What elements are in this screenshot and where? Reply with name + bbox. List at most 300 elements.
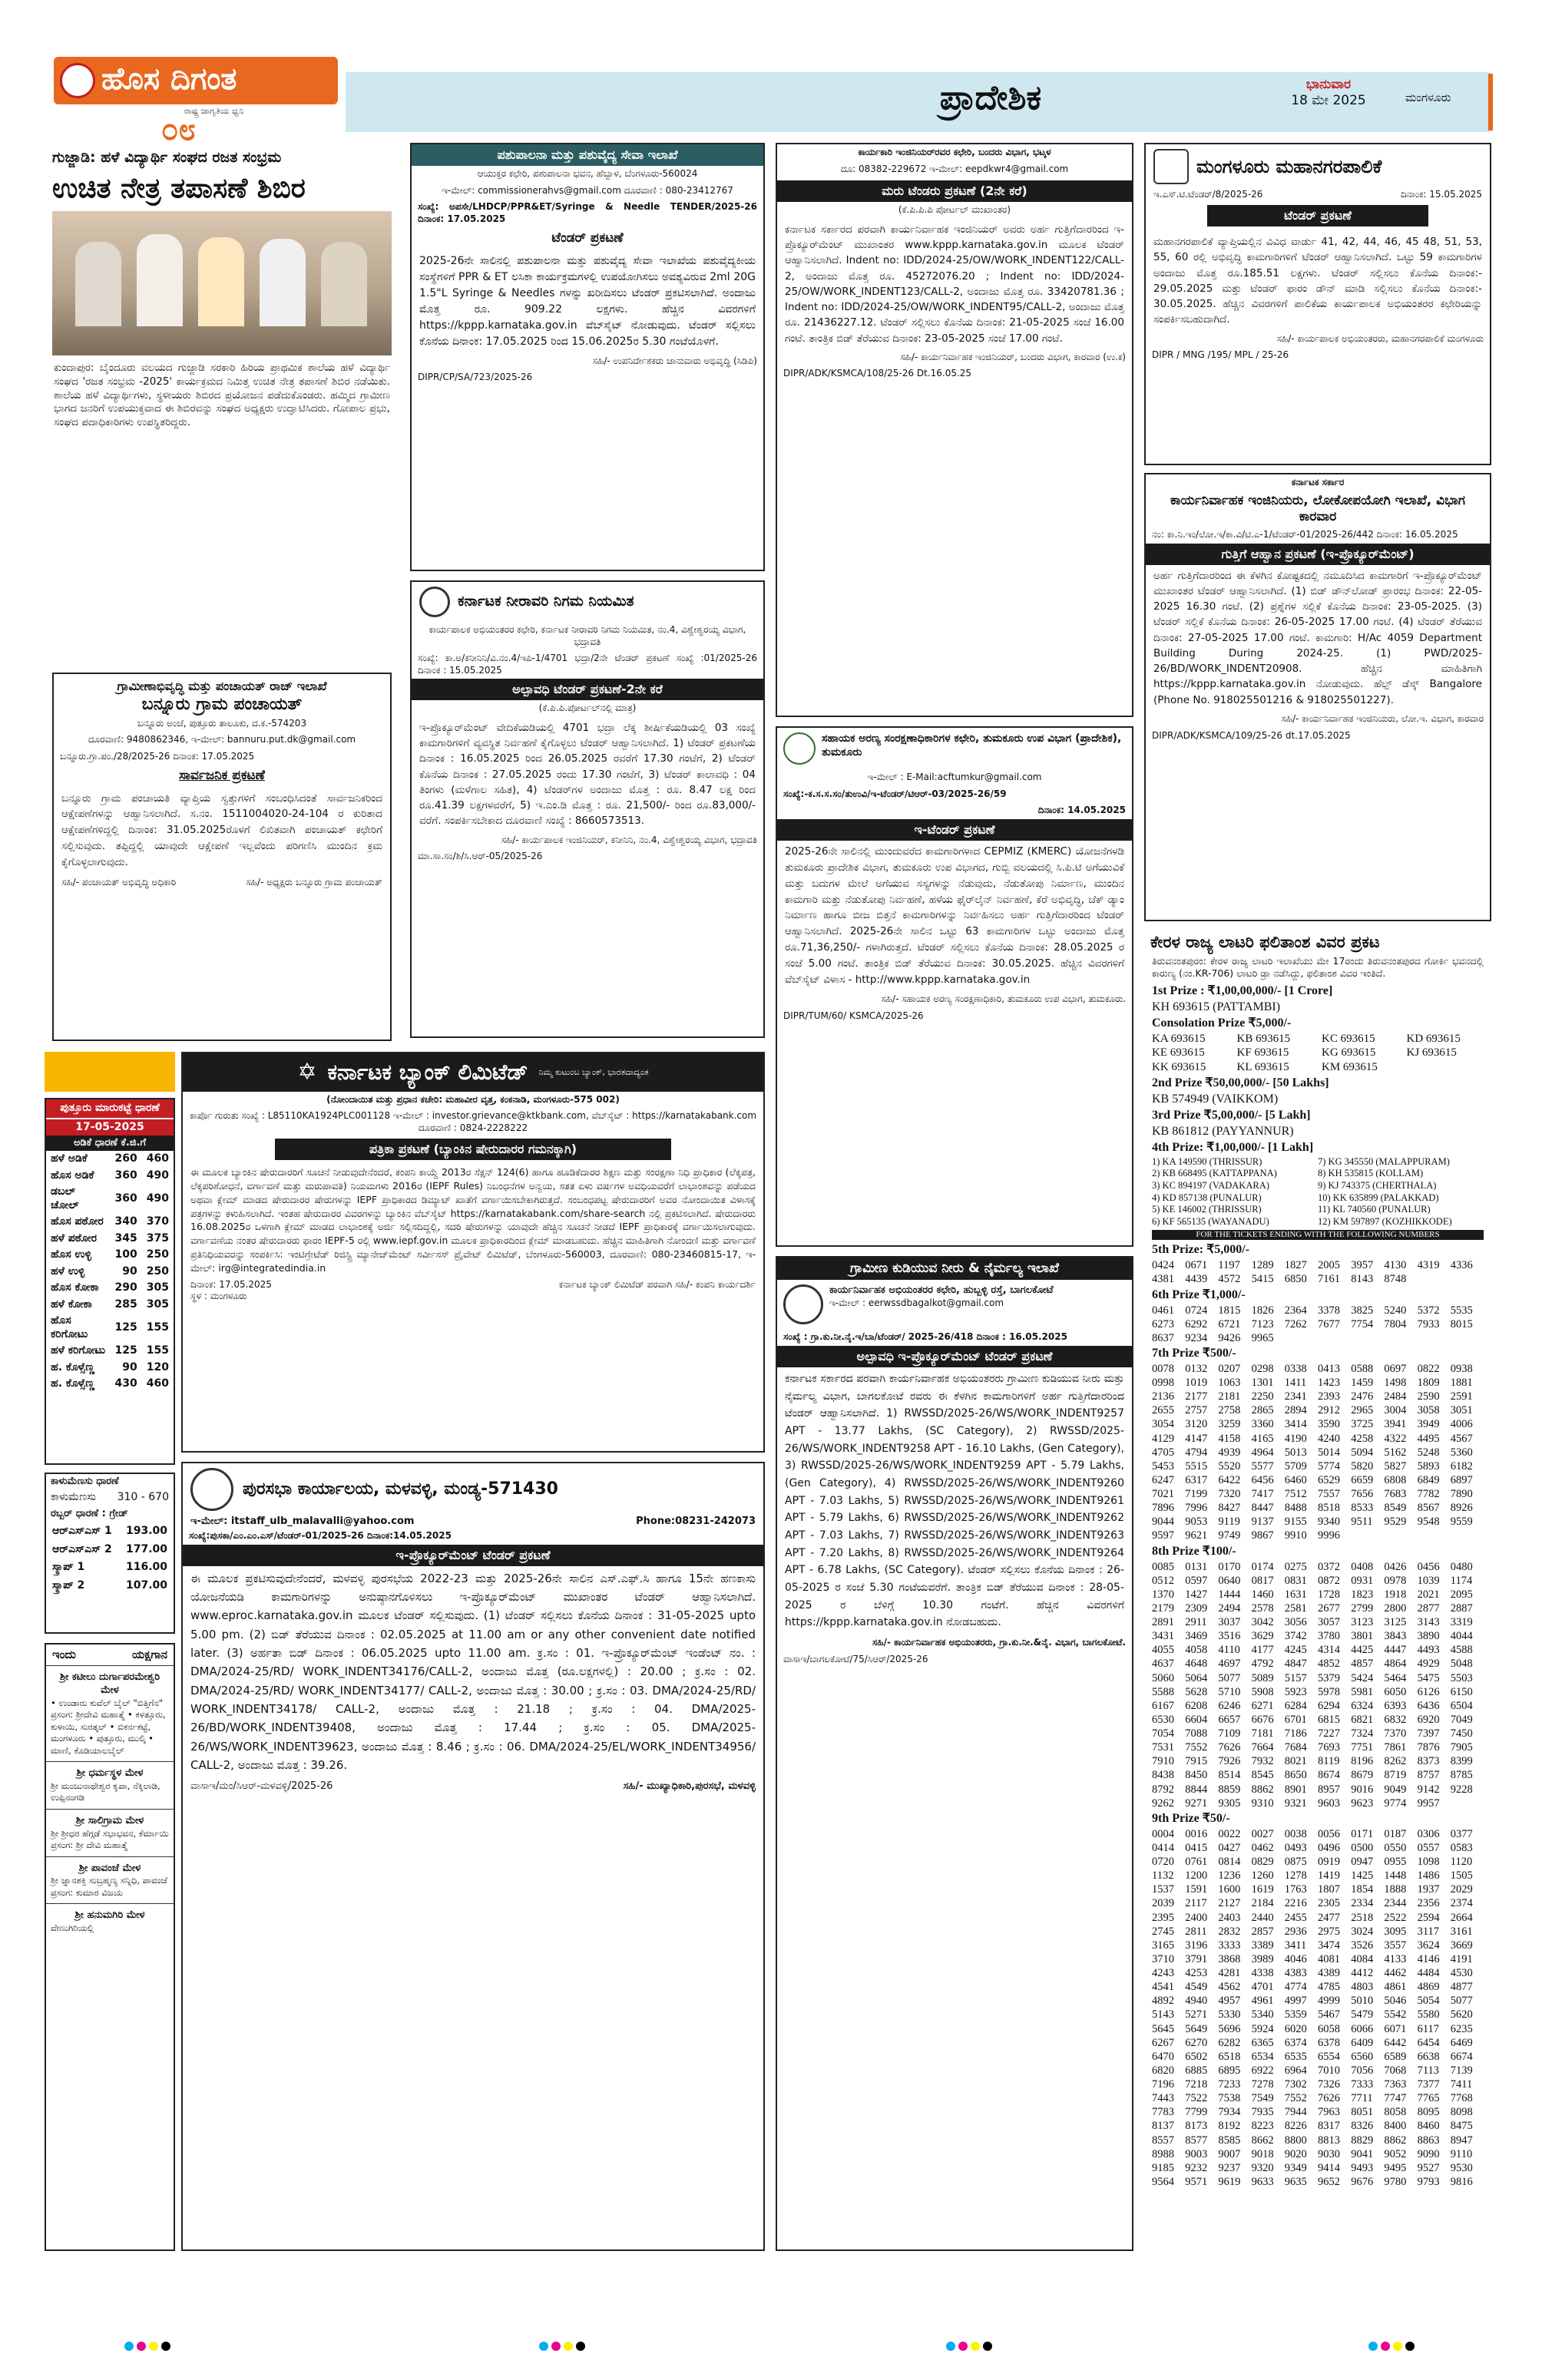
seventh-prize-number: 7890 [1450, 1488, 1473, 1500]
eighth-prize-number: 3469 [1185, 1630, 1208, 1643]
eighth-prize-number: 0085 [1152, 1560, 1174, 1573]
seventh-prize-number: 6456 [1251, 1473, 1274, 1486]
eighth-prize-number: 6676 [1251, 1713, 1274, 1726]
ninth-prize-number: 2745 [1152, 1925, 1174, 1938]
seventh-prize-number: 2484 [1384, 1390, 1407, 1403]
news-body: ಕುಂದಾಪುರ: ಬೈಂದೂರು ವಲಯದ ಗುಜ್ಜಾಡಿ ಸರಕಾರಿ ಹಿರಿಯ ಪ್ರಾಥಮಿಕ ಶಾಲೆಯ ಹಳೆ ವಿದ್ಯಾರ್ಥಿ ಸಂಘದ 'ರಜತ ಸಂಭ್ರಮ -2025' ಕಾರ್ಯಕ್ರಮದ ನಿಮಿತ್ತ ಉಚಿತ ನೇತ್ರ ತಪಾಸಣೆ ಶಿಬಿರ ನಡೆಯಿತು. ಶಾಲೆಯ ಹಳೆ ವಿದ್ಯಾರ್ಥಿಗಳು, ಸ್ಥಳೀಯರು ಶಿಬಿರದ ಪ್ರಯೋಜನ ಪಡೆದುಕೊಂಡರು. ಹಮ್ಮಿದ ಗ್ರಾಮೀಣ ಭಾಗದ ಜನರಿಗೆ ಉಪಯುಕ್ತವಾದ ಈ ಶಿಬಿರವನ್ನು ಸಂಘದ ಅಧ್ಯಕ್ಷರು ಉದ್ಘಾಟಿಸಿದರು. ಗೋಪಾಲ ಪ್ರಭು, ಸಂಘದ ಪದಾಧಿಕಾರಿಗಳು ಉಪಸ್ಥಿತರಿದ್ದರು. [54, 361, 390, 429]
seventh-prize-number: 9511 [1351, 1516, 1373, 1529]
ninth-prize-number: 4338 [1251, 1967, 1274, 1979]
seventh-prize-number: 3054 [1152, 1418, 1174, 1431]
sixth-prize-number: 6721 [1218, 1317, 1241, 1330]
irrigation-sign: ಸಹಿ/- ಕಾರ್ಯಪಾಲಕ ಇಂಜಿನಿಯರ್, ಕನೀನಿನಿ, ನಂ.4, ವಿಶ್ವೇಶ್ವರಯ್ಯ ವಿಭಾಗ, ಭದ್ರಾವತಿ [501, 834, 757, 845]
irrigation-title: ಕರ್ನಾಟಕ ನೀರಾವರಿ ನಿಗಮ ನಿಯಮಿತ [458, 593, 634, 610]
rubber-price: 177.00 [125, 1542, 167, 1555]
ninth-prize-number: 4562 [1218, 1981, 1241, 1994]
ninth-prize-number: 8317 [1318, 2120, 1340, 2133]
eighth-prize-number: 6167 [1152, 1699, 1174, 1712]
ninth-prize-number: 6534 [1251, 2050, 1274, 2063]
ninth-prize-number: 4785 [1318, 1981, 1340, 1994]
seventh-prize-number: 9749 [1218, 1529, 1241, 1542]
ninth-prize-number: 7196 [1152, 2078, 1174, 2091]
malavalli-ref: ಸಂಖ್ಯೆ:ಪುಸಕಾ/ಎಂ.ಎಂ.ಎಸ್/ಟೆಂಡರ್-01/2025-26 ದಿನಾಂಕ:14.05.2025 [189, 1530, 452, 1542]
eighth-prize-number: 7324 [1351, 1727, 1374, 1740]
seventh-prize-number: 9867 [1251, 1529, 1274, 1542]
seventh-prize-number: 2912 [1318, 1404, 1340, 1417]
seventh-prize-number: 2757 [1185, 1404, 1208, 1417]
ninth-prize-number: 2400 [1185, 1911, 1208, 1924]
eighth-prize-number: 0372 [1318, 1560, 1340, 1573]
market-item: ಹೊಸ ಅಡಿಕೆ [51, 1169, 94, 1182]
eighth-prize-number: 5908 [1251, 1685, 1274, 1698]
seventh-prize-number: 5520 [1218, 1459, 1241, 1473]
ninth-prize-number: 7747 [1384, 2092, 1407, 2105]
ninth-prize-number: 1537 [1152, 1883, 1174, 1896]
eighth-prize-number: 8196 [1351, 1755, 1374, 1768]
ninth-prize-number: 9041 [1351, 2147, 1374, 2160]
ninth-prize-number: 9007 [1218, 2147, 1241, 2160]
forest-head: ಇ-ಟೆಂಡರ್ ಪ್ರಕಟಣೆ [777, 819, 1132, 841]
ninth-prize-number: 5010 [1351, 1995, 1374, 2008]
bank-logo-icon: ✡ [297, 1059, 317, 1086]
seventh-prize-number: 5820 [1351, 1459, 1374, 1473]
eighth-prize-number: 5981 [1351, 1685, 1374, 1698]
ninth-prize-number: 1236 [1218, 1869, 1241, 1883]
market-max: 460 [146, 1377, 169, 1390]
eighth-prize-number: 7397 [1417, 1727, 1440, 1740]
troupe-name: ಶ್ರೀ ಪಾವಂಜೆ ಮೇಳ [78, 1862, 141, 1874]
seventh-prize-number: 3004 [1384, 1404, 1407, 1417]
eighth-prize-number: 3125 [1384, 1616, 1407, 1628]
ninth-prize-number: 5077 [1450, 1995, 1473, 2008]
fourth-prize-ticket: 5) KE 146002 (THRISSUR) [1152, 1204, 1262, 1215]
rubber-price: 116.00 [125, 1561, 167, 1573]
lottery-ending-note: FOR THE TICKETS ENDING WITH THE FOLLOWING NUMBERS [1152, 1230, 1484, 1241]
rwssd-sign: ಸಹಿ/- ಕಾರ್ಯನಿರ್ವಾಹಕ ಅಭಿಯಂತರರು, ಗ್ರಾ.ಕು.ನೀ.&ನೈ. ವಿಭಾಗ, ಬಾಗಲಕೋಟೆ. [872, 1636, 1126, 1648]
lottery-first-val: KH 693615 (PATTAMBI) [1152, 1000, 1281, 1013]
pwd-head: ಗುತ್ತಿಗೆ ಆಹ್ವಾನ ಪ್ರಕಟಣೆ (ಇ-ಪ್ರೊಕ್ಯೂರ್‌ಮೆಂಟ್) [1146, 544, 1490, 565]
ninth-prize-number: 5340 [1251, 2008, 1274, 2021]
forest-emblem-icon [783, 732, 816, 765]
harbour-sign: ಸಹಿ/- ಕಾರ್ಯನಿರ್ವಾಹಕ ಇಂಜಿನಿಯರ್, ಬಂದರು ವಿಭಾಗ, ಕಾರವಾರ (ಉ.ಕ) [900, 351, 1126, 362]
ninth-prize-number: 1619 [1251, 1883, 1274, 1896]
seventh-prize-number: 3941 [1384, 1418, 1407, 1431]
fourth-prize-ticket: 12) KM 597897 (KOZHIKKODE) [1318, 1215, 1452, 1227]
ninth-prize-number: 6267 [1152, 2036, 1174, 2049]
seventh-prize-number: 2177 [1185, 1390, 1208, 1403]
sixth-prize-number: 3378 [1318, 1304, 1340, 1317]
seventh-prize-number: 8447 [1251, 1502, 1274, 1515]
ninth-prize-number: 6638 [1417, 2050, 1440, 2063]
seventh-prize-number: 5577 [1251, 1459, 1274, 1473]
rwssd-email: ಇ-ಮೇಲ್ : eerwssdbagalkot@gmail.com [829, 1297, 1004, 1308]
seventh-prize-number: 9137 [1251, 1516, 1274, 1529]
ninth-prize-number: 1600 [1218, 1883, 1241, 1896]
ninth-prize-number: 9633 [1251, 2175, 1274, 2188]
seventh-prize-number: 2655 [1152, 1404, 1174, 1417]
eighth-prize-number: 4110 [1218, 1644, 1240, 1657]
ninth-prize-number: 8051 [1351, 2106, 1374, 2119]
troupe-name: ಶ್ರೀ ಕಟೀಲು ದುರ್ಗಾಪರಮೇಶ್ವರಿ ಮೇಳ [59, 1671, 160, 1697]
eighth-prize-number: 5157 [1284, 1671, 1307, 1684]
market-row [46, 1247, 174, 1264]
ninth-prize-number: 7552 [1284, 2092, 1307, 2105]
ninth-prize-number: 8662 [1251, 2134, 1274, 2147]
day-label: ಭಾನುವಾರ [1305, 77, 1352, 92]
eighth-prize-number: 0174 [1251, 1560, 1274, 1573]
panchayat-notice [52, 673, 392, 1041]
pepper-min: 310 [117, 1491, 138, 1504]
market-table [46, 1151, 174, 1393]
fifth-prize-number: 1827 [1284, 1259, 1307, 1272]
eighth-prize-number: 9603 [1318, 1797, 1340, 1810]
market-max: 250 [146, 1264, 169, 1278]
fourth-prize-ticket: 10) KK 635899 (PALAKKAD) [1318, 1192, 1439, 1203]
panchayat-addr: ಬನ್ನೂರು ಅಂಚೆ, ಪುತ್ತೂರು ತಾಲೂಕು, ದ.ಕ.-574203 [137, 717, 307, 729]
rubber-grade: ಸ್ಕ್ರಾಪ್ 2 [52, 1578, 85, 1592]
forest-date: ದಿನಾಂಕ: 14.05.2025 [1037, 805, 1126, 816]
seventh-prize-number: 2476 [1351, 1390, 1374, 1403]
lottery-ninth-nums [1144, 1827, 1491, 2189]
seventh-prize-number: 2590 [1417, 1390, 1440, 1403]
ninth-prize-number: 8326 [1351, 2120, 1374, 2133]
eighth-prize-number: 0597 [1185, 1574, 1208, 1587]
eighth-prize-number: 6504 [1450, 1699, 1473, 1712]
ninth-prize-number: 2857 [1251, 1925, 1274, 1938]
market-row [46, 1151, 174, 1168]
eighth-prize-number: 4055 [1152, 1644, 1174, 1657]
eighth-prize-number: 5588 [1152, 1685, 1174, 1698]
eighth-prize-number: 8957 [1318, 1783, 1340, 1796]
fourth-prize-ticket: 3) KC 894197 (VADAKARA) [1152, 1180, 1269, 1191]
ninth-prize-number: 8460 [1417, 2120, 1440, 2133]
seventh-prize-number: 7683 [1384, 1488, 1407, 1500]
mcc-sign: ಸಹಿ/- ಕಾರ್ಯಪಾಲಕ ಅಭಿಯಂತರರು, ಮಹಾನಗರಪಾಲಿಕೆ ಮಂಗಳೂರು [1276, 332, 1484, 344]
mcc-date: ದಿನಾಂಕ: 15.05.2025 [1401, 189, 1482, 200]
sixth-prize-number: 8015 [1450, 1317, 1473, 1330]
eighth-prize-number: 7049 [1450, 1713, 1473, 1726]
seventh-prize-number: 9996 [1318, 1529, 1340, 1542]
malavalli-emblem-icon [190, 1468, 233, 1511]
ninth-prize-number: 1419 [1318, 1869, 1340, 1883]
eighth-prize-number: 9049 [1384, 1783, 1407, 1796]
ninth-prize-number: 8173 [1185, 2120, 1208, 2133]
eighth-prize-number: 6150 [1450, 1685, 1473, 1698]
ninth-prize-number: 7783 [1152, 2106, 1174, 2119]
seventh-prize-number: 9529 [1384, 1516, 1407, 1529]
ninth-prize-number: 0550 [1384, 1841, 1407, 1854]
eighth-prize-number: 4447 [1384, 1644, 1407, 1657]
seventh-prize-number: 2250 [1251, 1390, 1274, 1403]
ninth-prize-number: 2975 [1318, 1925, 1340, 1938]
market-row [46, 1343, 174, 1360]
logo-emblem-icon [60, 63, 95, 98]
eighth-prize-number: 2799 [1351, 1602, 1374, 1615]
ninth-prize-number: 7522 [1185, 2092, 1208, 2105]
ninth-prize-number: 7363 [1384, 2078, 1407, 2091]
eighth-prize-number: 5978 [1318, 1685, 1340, 1698]
ninth-prize-number: 0761 [1185, 1856, 1208, 1868]
eighth-prize-number: 6530 [1152, 1713, 1174, 1726]
eighth-prize-number: 1918 [1384, 1588, 1407, 1601]
ninth-prize-number: 7218 [1185, 2078, 1208, 2091]
ninth-prize-number: 8095 [1417, 2106, 1440, 2119]
market-row [46, 1184, 174, 1214]
ninth-prize-number: 0377 [1450, 1827, 1473, 1840]
ninth-prize-number: 5696 [1218, 2022, 1241, 2035]
eighth-prize-number: 9957 [1417, 1797, 1440, 1810]
seventh-prize-number: 1301 [1251, 1377, 1274, 1389]
eighth-prize-number: 9016 [1351, 1783, 1374, 1796]
ninth-prize-number: 2344 [1384, 1897, 1407, 1910]
seventh-prize-number: 2591 [1450, 1390, 1473, 1403]
ninth-prize-number: 6964 [1284, 2064, 1307, 2077]
ninth-prize-number: 5924 [1251, 2022, 1274, 2035]
seventh-prize-number: 1881 [1450, 1377, 1473, 1389]
eighth-prize-number: 5923 [1284, 1685, 1307, 1698]
sixth-prize-number: 7123 [1251, 1317, 1274, 1330]
rwssd-body: ಕರ್ನಾಟಕ ಸರ್ಕಾರದ ಪರವಾಗಿ ಕಾರ್ಯನಿರ್ವಾಹಕ ಅಭಿಯಂತರರು ಗ್ರಾಮೀಣ ಕುಡಿಯುವ ನೀರು ಮತ್ತು ನೈರ್ಮಲ್ಯ ವಿಭಾಗ, ಬಾಗಲಕೋಟೆ ರವರು ಈ ಕೆಳಗಿನ ಕಾಮಗಾರಿಗಳಿಗೆ ಅರ್ಹ ಗುತ್ತಿಗೆದಾರರಿಂದ ಟೆಂಡರ್ ಆಹ್ವಾನಿಸಲಾಗಿದೆ. 1) RWSSD/2025-26/WS/WORK_INDENT9257 APT - 13.77 Lakhs, (SC Category), 2) RWSSD/2025-26/WS/WORK_INDENT9258 APT - 16.10 Lakhs, (Gen Category), 3) RWSSD/2025-26/WS/WORK_INDENT9259 APT - 5.79 Lakhs, (Gen Category), 4) RWSSD/2025-26/WS/WORK_INDENT9260 APT - 7.03 Lakhs, 5) RWSSD/2025-26/WS/WORK_INDENT9261 APT - 5.79 Lakhs, 6) RWSSD/2025-26/WS/WORK_INDENT9262 APT - 7.03 Lakhs, 7) RWSSD/2025-26/WS/WORK_INDENT9263 APT - 7.20 Lakhs, 8) RWSSD/2025-26/WS/WORK_INDENT9264 APT - 6.78 Lakhs, (SC Category). ಟೆಂಡರ್ ಸಲ್ಲಿಸಲು ಕೊನೆಯ ದಿನಾಂಕ : 26-05-2025 ರ ಸಂಜೆ 5.30 ಗಂಟೆಯವರೆಗೆ. ತಾಂತ್ರಿಕ ಬಿಡ್ ತೆರೆಯುವ ದಿನಾಂಕ : 28-05-2025 ರ ಬೆಳಿಗ್ಗೆ 10.30 ಗಂಟೆಗೆ. ಹೆಚ್ಚಿನ ವಿವರಗಳಿಗೆ https://kppp.karnataka.gov.in ನೋಡಬಹುದು. [785, 1372, 1124, 1629]
irrigation-sub: ಕಾರ್ಯಪಾಲಕ ಅಭಿಯಂತರರ ಕಛೇರಿ, ಕರ್ನಾಟಕ ನೀರಾವರಿ ನಿಗಮ ನಿಯಮಿತ, ನಂ.4, ವಿಶ್ವೇಶ್ವರಯ್ಯ ವಿಭಾಗ, ಭದ್ರಾವತಿ [429, 624, 746, 647]
eighth-prize-number: 2911 [1185, 1616, 1207, 1628]
ninth-prize-number: 9527 [1417, 2161, 1440, 2174]
eighth-prize-number: 1427 [1185, 1588, 1208, 1601]
registration-marks-mid [538, 2342, 645, 2357]
eighth-prize-number: 3629 [1251, 1630, 1274, 1643]
troupe-name: ಶ್ರೀ ಧರ್ಮಸ್ಥಳ ಮೇಳ [76, 1767, 144, 1780]
market-min: 125 [114, 1344, 137, 1357]
ninth-prize-number: 0306 [1417, 1827, 1440, 1840]
ninth-prize-number: 3710 [1152, 1952, 1174, 1965]
ninth-prize-number: 5359 [1284, 2008, 1307, 2021]
eighth-prize-number: 0831 [1284, 1574, 1307, 1587]
seventh-prize-number: 9597 [1152, 1529, 1174, 1542]
eighth-prize-number: 5503 [1450, 1671, 1473, 1684]
eighth-prize-number: 8450 [1185, 1769, 1208, 1782]
eighth-prize-number: 6246 [1218, 1699, 1241, 1712]
ninth-prize-number: 2305 [1318, 1897, 1340, 1910]
masthead-logo [54, 57, 342, 143]
market-min: 430 [114, 1377, 137, 1390]
ninth-prize-number: 7768 [1450, 2092, 1473, 2105]
eighth-prize-number: 3056 [1284, 1616, 1307, 1628]
eighth-prize-number: 3431 [1152, 1630, 1174, 1643]
market-max: 120 [146, 1360, 169, 1373]
eighth-prize-number: 3890 [1417, 1630, 1440, 1643]
pwd-sub: ಕಾರ್ಯನಿರ್ವಾಹಕ ಇಂಜಿನಿಯರು, ಲೋಕೋಪಯೋಗಿ ಇಲಾಖೆ, ವಿಭಾಗ ಕಾರವಾರ [1170, 492, 1465, 524]
ninth-prize-number: 9676 [1351, 2175, 1374, 2188]
seventh-prize-number: 5827 [1384, 1459, 1407, 1473]
ninth-prize-number: 3557 [1384, 1939, 1407, 1952]
fifth-prize-number: 3957 [1351, 1259, 1374, 1272]
forest-body: 2025-26ನೇ ಸಾಲಿನಲ್ಲಿ ಮುಂದುವರೆದ ಕಾಮಗಾರಿಗಳಾದ CEPMIZ (KMERC) ಯೋಜನೆಗಳಡಿ ತುಮಕೂರು ಪ್ರಾದೇಶಿಕ ವಿಭಾಗ, ತುಮಕೂರು ಉಪ ವಿಭಾಗದ, ಗುಬ್ಬಿ ವಲಯದಲ್ಲಿ ಸಿ.ಪಿ.ಟಿ ಅಗೆಯುವಿಕೆ ಮತ್ತು ಬದುಗಳ ಮೇಲೆ ಅಗೆಯುವ ಸಸ್ಯಗಳನ್ನು ನೆಡುವುದು, ನೆಡುತೋಪು ನಿರ್ಮಾಣ, ಮುಂದಿನ ಕಾಮಗಾರಿ ಮತ್ತು ನೆಡುತೋಪು ನಿರ್ವಹಣೆ, ಹಳೆಯ ಫೈರ್‌ಲೈನ್ ನಿರ್ವಹಣೆ, ಕೆರೆ ಅಭಿವೃದ್ಧಿ, ಚೆಕ್ ಡ್ಯಾಂ ನಿರ್ಮಾಣ ಹಾಗೂ ಬೀಜ ಬಿತ್ತನೆ ಕಾಮಗಾರಿಗಳನ್ನು ನಿರ್ವಹಿಸಲು ಅರ್ಹ ಗುತ್ತಿಗೆದಾರರಿಂದ ಟೆಂಡರ್ ಆಹ್ವಾನಿಸಲಾಗಿದೆ. 2025-26ನೇ ಸಾಲಿನ ಒಟ್ಟು 63 ಕಾಮಗಾರಿಗಳ ಒಟ್ಟು ಅಂದಾಜು ಮೊತ್ತ ರೂ.71,36,250/- ಗಳಾಗಿರುತ್ತದೆ. ಟೆಂಡರ್ ಸಲ್ಲಿಸಲು ಕೊನೆಯ ದಿನಾಂಕ: 28.05.2025 ರ ಸಂಜೆ 5.00 ಗಂಟೆ. ತಾಂತ್ರಿಕ ಬಿಡ್ ತೆರೆಯುವ ದಿನಾಂಕ: 30.05.2025. ಹೆಚ್ಚಿನ ವಿವರಗಳಿಗೆ ವೆಬ್‌ಸೈಟ್ ವಿಳಾಸ - http://www.kppp.karnataka.gov.in [785, 845, 1124, 987]
eighth-prize-number: 2677 [1318, 1602, 1340, 1615]
eighth-prize-number: 7088 [1185, 1727, 1208, 1740]
eighth-prize-number: 1444 [1218, 1588, 1241, 1601]
fifth-prize-number: 0671 [1185, 1259, 1208, 1272]
eighth-prize-number: 9623 [1351, 1797, 1374, 1810]
sixth-prize-number: 3825 [1351, 1304, 1374, 1317]
ninth-prize-number: 4530 [1450, 1967, 1473, 1979]
market-max: 370 [146, 1215, 169, 1228]
eighth-prize-number: 7109 [1218, 1727, 1241, 1740]
fifth-prize-number: 7161 [1318, 1273, 1340, 1286]
lottery-consolation: Consolation Prize ₹5,000/- [1152, 1016, 1292, 1030]
pwd-dipr: DIPR/ADK/KSMCA/109/25-26 dt.17.05.2025 [1152, 729, 1351, 741]
eighth-prize-number: 4177 [1251, 1644, 1274, 1657]
eighth-prize-number: 8859 [1218, 1783, 1241, 1796]
ninth-prize-number: 4412 [1351, 1967, 1374, 1979]
irrigation-head: ಅಲ್ಪಾವಧಿ ಟೆಂಡರ್ ಪ್ರಕಟಣೆ-2ನೇ ಕರೆ [412, 679, 763, 700]
irrigation-dipr: ಮಾ.ಸಾ.ಸಂ/ಶಿ/ಸಿ.ಆರ್-05/2025-26 [418, 851, 543, 862]
eighth-prize-number: 0275 [1284, 1560, 1307, 1573]
ninth-prize-number: 2117 [1185, 1897, 1207, 1910]
harbour-tender-ad [776, 143, 1133, 717]
ninth-prize-number: 6470 [1152, 2050, 1174, 2063]
ninth-prize-number: 0016 [1185, 1827, 1208, 1840]
eighth-prize-number: 8373 [1417, 1755, 1440, 1768]
eighth-prize-number: 6436 [1417, 1699, 1440, 1712]
seventh-prize-number: 4158 [1218, 1432, 1241, 1445]
fifth-prize-number: 2005 [1318, 1259, 1340, 1272]
edition-bar [1488, 74, 1493, 131]
seventh-prize-number: 2758 [1218, 1404, 1241, 1417]
ninth-prize-number: 2936 [1284, 1925, 1307, 1938]
eighth-prize-number: 3143 [1417, 1616, 1440, 1628]
mcc-body: ಮಹಾನಗರಪಾಲಿಕೆ ವ್ಯಾಪ್ತಿಯಲ್ಲಿನ ವಿವಿಧ ವಾರ್ಡು 41, 42, 44, 46, 45 48, 51, 53, 55, 60 ರಲ್ಲಿ ಅಭಿವೃದ್ಧಿ ಕಾಮಗಾರಿಗಳಿಗೆ ಟೆಂಡರ್ ಆಹ್ವಾನಿಸಲಾಗಿದೆ. ಒಟ್ಟು 59 ಕಾಮಗಾರಿಗಳ ಅಂದಾಜು ಮೊತ್ತ ರೂ.185.51 ಲಕ್ಷಗಳು. ಟೆಂಡರ್ ಸಲ್ಲಿಸಲು ಕೊನೆಯ ದಿನಾಂಕ:- 29.05.2025 ಮತ್ತು ಟೆಂಡರ್ ಫಾರಂ ಡೌನ್ ಮಾಡಿ ಸಲ್ಲಿಸಲು ಕೊನೆಯ ದಿನಾಂಕ:- 30.05.2025. ಹೆಚ್ಚಿನ ವಿವರಗಳಿಗೆ ಪಾಲಿಕೆಯ ಕಾರ್ಯಪಾಲಕ ಅಭಿಯಂತರರ ಕಛೇರಿಯನ್ನು ಸಂಪರ್ಕಿಸಬಹುದಾಗಿದೆ. [1153, 236, 1482, 326]
ninth-prize-number: 3411 [1284, 1939, 1307, 1952]
seventh-prize-number: 5453 [1152, 1459, 1174, 1473]
malavalli-phone: Phone:08231-242073 [636, 1516, 756, 1527]
ninth-prize-number: 6922 [1251, 2064, 1274, 2077]
eighth-prize-number: 7932 [1251, 1755, 1274, 1768]
lottery-seventh-nums [1144, 1362, 1491, 1543]
consolation-ticket: KA 693615 [1152, 1032, 1206, 1045]
seventh-prize-number: 8567 [1417, 1502, 1440, 1515]
rwssd-emblem-icon [783, 1284, 823, 1324]
malavalli-body: ಈ ಮೂಲಕ ಪ್ರಕಟಿಸುವುದೇನೆಂದರೆ, ಮಳವಳ್ಳಿ ಪುರಸಭೆಯ 2022-23 ಮತ್ತು 2025-26ನೇ ಸಾಲಿನ ಎಸ್.ಎಫ್.ಸಿ ಹಾಗೂ 15ನೇ ಹಣಕಾಸು ಯೋಜನೆಯಡಿ ಕಾಮಗಾರಿಗಳನ್ನು ಅನುಷ್ಠಾನಗೊಳಿಸಲು ಇ-ಪ್ರೊಕ್ಯೂರ್‌ಮೆಂಟ್ ಮುಖಾಂತರ ಟೆಂಡರ್ ಆಹ್ವಾನಿಸಲಾಗಿದೆ. www.eproc.karnataka.gov.in ಮೂಲಕ ಟೆಂಡರ್ ಸಲ್ಲಿಸುವುದು. (1) ಟೆಂಡರ್ ಸಲ್ಲಿಸಲು ಕೊನೆಯ ದಿನಾಂಕ : 31-05-2025 upto 5.00 pm. (2) ಬಿಡ್ ತೆರೆಯುವ ದಿನಾಂಕ : 02.05.2025 at 11.00 am or any other convenient date notified later. (3) ಅರ್ಹತಾ ಬಿಡ್ ದಿನಾಂಕ : 06.05.2025 upto 11.00 am. ಕ್ರ.ಸಂ : 01. ಇ-ಪ್ರೊಕ್ಯೂರ್‌ಮೆಂಟ್ ಇಂಡೆಂಟ್ ನಂ. : DMA/2024-25/RD/ WORK_INDENT34176/CALL-2, ಅಂದಾಜು ಮೊತ್ತ (ರೂ.ಲಕ್ಷಗಳಲ್ಲಿ) : 20.00 ; ಕ್ರ.ಸಂ : 02. DMA/2024-25/RD/ WORK_INDENT34177/ CALL-2, ಅಂದಾಜು ಮೊತ್ತ : 30.00 ; ಕ್ರ.ಸಂ : 03. DMA/2024-25/RD/ WORK_INDENT34178/ CALL-2, ಅಂದಾಜು ಮೊತ್ತ : 21.18 ; ಕ್ರ.ಸಂ : 04. DMA/2025-26/BD/WORK_INDENT39408, ಅಂದಾಜು ಮೊತ್ತ : 17.44 ; ಕ್ರ.ಸಂ : 05. DMA/2025-26/WS/WORK_INDENT39623, ಅಂದಾಜು ಮೊತ್ತ : 8.46 ; ಕ್ರ.ಸಂ : 06. DMA/2024-25/EL/WORK_INDENT34956/ CALL-2, ಅಂದಾಜು ಮೊತ್ತ : 39.26. [190, 1571, 756, 1772]
eighth-prize-number: 2877 [1417, 1602, 1440, 1615]
ninth-prize-number: 3474 [1318, 1939, 1340, 1952]
vet-email: ಇ-ಮೇಲ್: commissionerahvs@gmail.com ದೂರವಾಣಿ : 080-23412767 [442, 184, 733, 196]
ninth-prize-number: 7333 [1351, 2078, 1374, 2091]
eighth-prize-number: 1039 [1417, 1574, 1440, 1587]
market-item: ಹ. ಕೊಳ್ಸೆಣ್ಣ [51, 1360, 95, 1373]
ninth-prize-number: 4133 [1384, 1952, 1407, 1965]
sixth-prize-number: 7262 [1284, 1317, 1307, 1330]
troupe-venue: ಶ್ರೀ ಶ್ರೀಧರ ಹೆಗ್ಗಡೆ ಸಭಾಭವನ, ಕೆರ್ಮಾಯಿ ಪ್ರಸಂಗ: ಶ್ರೀ ದೇವಿ ಮಹಾತ್ಮೆ [51, 1827, 169, 1851]
ninth-prize-number: 5649 [1185, 2022, 1208, 2035]
eighth-prize-number: 0480 [1450, 1560, 1473, 1573]
eighth-prize-number: 8901 [1284, 1783, 1307, 1796]
lottery-fourth: 4th Prize: ₹1,00,000/- [1 Lakh] [1152, 1140, 1314, 1154]
panchayat-sign1: ಸಹಿ/- ಪಂಚಾಯತ್ ಅಭಿವೃದ್ಧಿ ಅಧಿಕಾರಿ [61, 877, 177, 888]
consolation-ticket: KE 693615 [1152, 1046, 1205, 1059]
ninth-prize-number: 0583 [1450, 1841, 1473, 1854]
seventh-prize-number: 1019 [1185, 1377, 1208, 1389]
lottery-ninth: 9th Prize ₹50/- [1152, 1811, 1230, 1825]
ninth-prize-number: 4081 [1318, 1952, 1340, 1965]
fourth-prize-ticket: 7) KG 345550 (MALAPPURAM) [1318, 1155, 1450, 1167]
eighth-prize-number: 0131 [1185, 1560, 1208, 1573]
ninth-prize-number: 0056 [1318, 1827, 1340, 1840]
ninth-prize-number: 1120 [1450, 1856, 1473, 1868]
troupe-venue: • ಉಂಡಾರು ಕುವೆಲ್ ಬೈಲ್ "ಬಿತ್ತಿಗೆನ" ಪ್ರಸಂಗ: ಶ್ರೀದೇವಿ ಮಹಾತ್ಮೆ • ಕಳತ್ತೂರು, ಕುಳಾಯಿ, ಸುರತ್ಕಲ್ • ಬಿಕರ್ನಕಟ್ಟೆ, ಮಂಗಳೂರು • ಪುತ್ತೂರು, ಮುಲ್ಕಿ • ಮಾಣಿ, ಕೊಡಿಯಾಲಬೈಲ್ [51, 1697, 166, 1756]
forest-tender-ad [776, 726, 1133, 1247]
ninth-prize-number: 6058 [1318, 2022, 1340, 2035]
eighth-prize-number: 0170 [1218, 1560, 1241, 1573]
eighth-prize-number: 7905 [1450, 1741, 1473, 1754]
ninth-prize-number: 6020 [1284, 2022, 1307, 2035]
ninth-prize-number: 0814 [1218, 1856, 1241, 1868]
ninth-prize-number: 2216 [1284, 1897, 1307, 1910]
market-row [46, 1297, 174, 1314]
ninth-prize-number: 6235 [1450, 2022, 1473, 2035]
ninth-prize-number: 2374 [1450, 1897, 1473, 1910]
rubber-title: ರಬ್ಬರ್ ಧಾರಣೆ : ಗ್ರೇಡ್ [51, 1507, 128, 1519]
ninth-prize-number: 9003 [1185, 2147, 1208, 2160]
sixth-prize-number: 7933 [1417, 1317, 1440, 1330]
seventh-prize-number: 4258 [1351, 1432, 1374, 1445]
ninth-prize-number: 4191 [1450, 1952, 1473, 1965]
rubber-row [48, 1578, 172, 1595]
eighth-prize-number: 4637 [1152, 1658, 1174, 1671]
ninth-prize-number: 8862 [1384, 2134, 1407, 2147]
ninth-prize-number: 4869 [1417, 1981, 1440, 1994]
fifth-prize-number: 8143 [1351, 1273, 1374, 1286]
market-title: ಪುತ್ತೂರು ಮಾರುಕಟ್ಟೆ ಧಾರಣೆ [46, 1099, 174, 1118]
ninth-prize-number: 0720 [1152, 1856, 1174, 1868]
ninth-prize-number: 1278 [1284, 1869, 1307, 1883]
eighth-prize-number: 0817 [1251, 1574, 1274, 1587]
sixth-prize-number: 5372 [1417, 1304, 1440, 1317]
market-row [46, 1360, 174, 1377]
lottery-results [1144, 929, 1491, 2251]
ninth-prize-number: 7626 [1318, 2092, 1340, 2105]
seventh-prize-number: 3051 [1450, 1404, 1473, 1417]
vet-sub: ಆಯುಕ್ತರ ಕಛೇರಿ, ಪಶುಪಾಲನಾ ಭವನ, ಹೆಬ್ಬಾಳ, ಬೆಂಗಳೂರು-560024 [477, 168, 698, 179]
seventh-prize-number: 4794 [1185, 1446, 1208, 1459]
date-label: 18 ಮೇ 2025 [1291, 93, 1366, 109]
ninth-prize-number: 8475 [1450, 2120, 1473, 2133]
rwssd-sub: ಕಾರ್ಯನಿರ್ವಾಹಕ ಅಭಿಯಂತರರ ಕಛೇರಿ, ಹುಬ್ಬಳ್ಳಿ ರಸ್ತೆ, ಬಾಗಲಕೋಟೆ [829, 1284, 1054, 1297]
ninth-prize-number: 0493 [1284, 1841, 1307, 1854]
fifth-prize-number: 4572 [1218, 1273, 1241, 1286]
eighth-prize-number: 2179 [1152, 1602, 1174, 1615]
seventh-prize-number: 6422 [1218, 1473, 1241, 1486]
seventh-prize-number: 2181 [1218, 1390, 1241, 1403]
seventh-prize-number: 1411 [1284, 1377, 1307, 1389]
ninth-prize-number: 9020 [1284, 2147, 1307, 2160]
market-item: ಹಳೆ ಉಳ್ಳಿ [51, 1264, 85, 1278]
ninth-prize-number: 9564 [1152, 2175, 1174, 2188]
seventh-prize-number: 7320 [1218, 1488, 1241, 1500]
sixth-prize-number: 2364 [1284, 1304, 1307, 1317]
eighth-prize-number: 5710 [1218, 1685, 1241, 1698]
ninth-prize-number: 8800 [1284, 2134, 1307, 2147]
rubber-grade: ಆರ್‌ಎಸ್‌ಎಸ್ 2 [52, 1542, 112, 1555]
market-max: 155 [146, 1344, 169, 1357]
seventh-prize-number: 0298 [1251, 1362, 1274, 1375]
yakshagana-item [46, 1665, 174, 1762]
pwd-body: ಅರ್ಹ ಗುತ್ತಿಗೆದಾರರಿಂದ ಈ ಕೆಳಗಿನ ಕೋಷ್ಟಕದಲ್ಲಿ ನಮೂದಿಸಿದ ಕಾಮಗಾರಿಗೆ ಇ-ಪ್ರೊಕ್ಯೂರ್‌ಮೆಂಟ್ ಮುಖಾಂತರ ಟೆಂಡರ್ ಆಹ್ವಾನಿಸಲಾಗಿದೆ. (1) ಬಿಡ್ ಡೌನ್‌ಲೋಡ್ ಪ್ರಾರಂಭ ದಿನಾಂಕ: 22-05-2025 16.30 ಗಂಟೆ. (2) ಪ್ರಶ್ನೆಗಳ ಸಲ್ಲಿಕೆ ಕೊನೆಯ ದಿನಾಂಕ: 23-05-2025. (3) ಟೆಂಡರ್ ಸಲ್ಲಿಕೆ ಕೊನೆಯ ದಿನಾಂಕ: 26-05-2025 17.00 ಗಂಟೆ. (4) ಟೆಂಡರ್ ತೆರೆಯುವ ದಿನಾಂಕ: 27-05-2025 17.00 ಗಂಟೆ. ಕಾಮಗಾರಿ: H/Ac 4059 Department Building During 2024-25. (1) PWD/2025-26/BD/WORK_INDENT20908. ಹೆಚ್ಚಿನ ಮಾಹಿತಿಗಾಗಿ https://kppp.karnataka.gov.in ನೋಡುವುದು. ಹೆಲ್ಪ್ ಡೆಸ್ಕ್ Bangalore (Phone No. 918025501216 & 918025501227). [1153, 569, 1482, 706]
seventh-prize-number: 3259 [1218, 1418, 1241, 1431]
eighth-prize-number: 9774 [1384, 1797, 1407, 1810]
ninth-prize-number: 1937 [1417, 1883, 1440, 1896]
ninth-prize-number: 5479 [1351, 2008, 1374, 2021]
panchayat-ref: ಬನ್ನೂರು.ಗ್ರಾ.ಪಂ./28/2025-26 ದಿನಾಂಕ: 17.05.2025 [60, 750, 255, 762]
eighth-prize-number: 8862 [1251, 1783, 1274, 1796]
ninth-prize-number: 5271 [1185, 2008, 1208, 2021]
